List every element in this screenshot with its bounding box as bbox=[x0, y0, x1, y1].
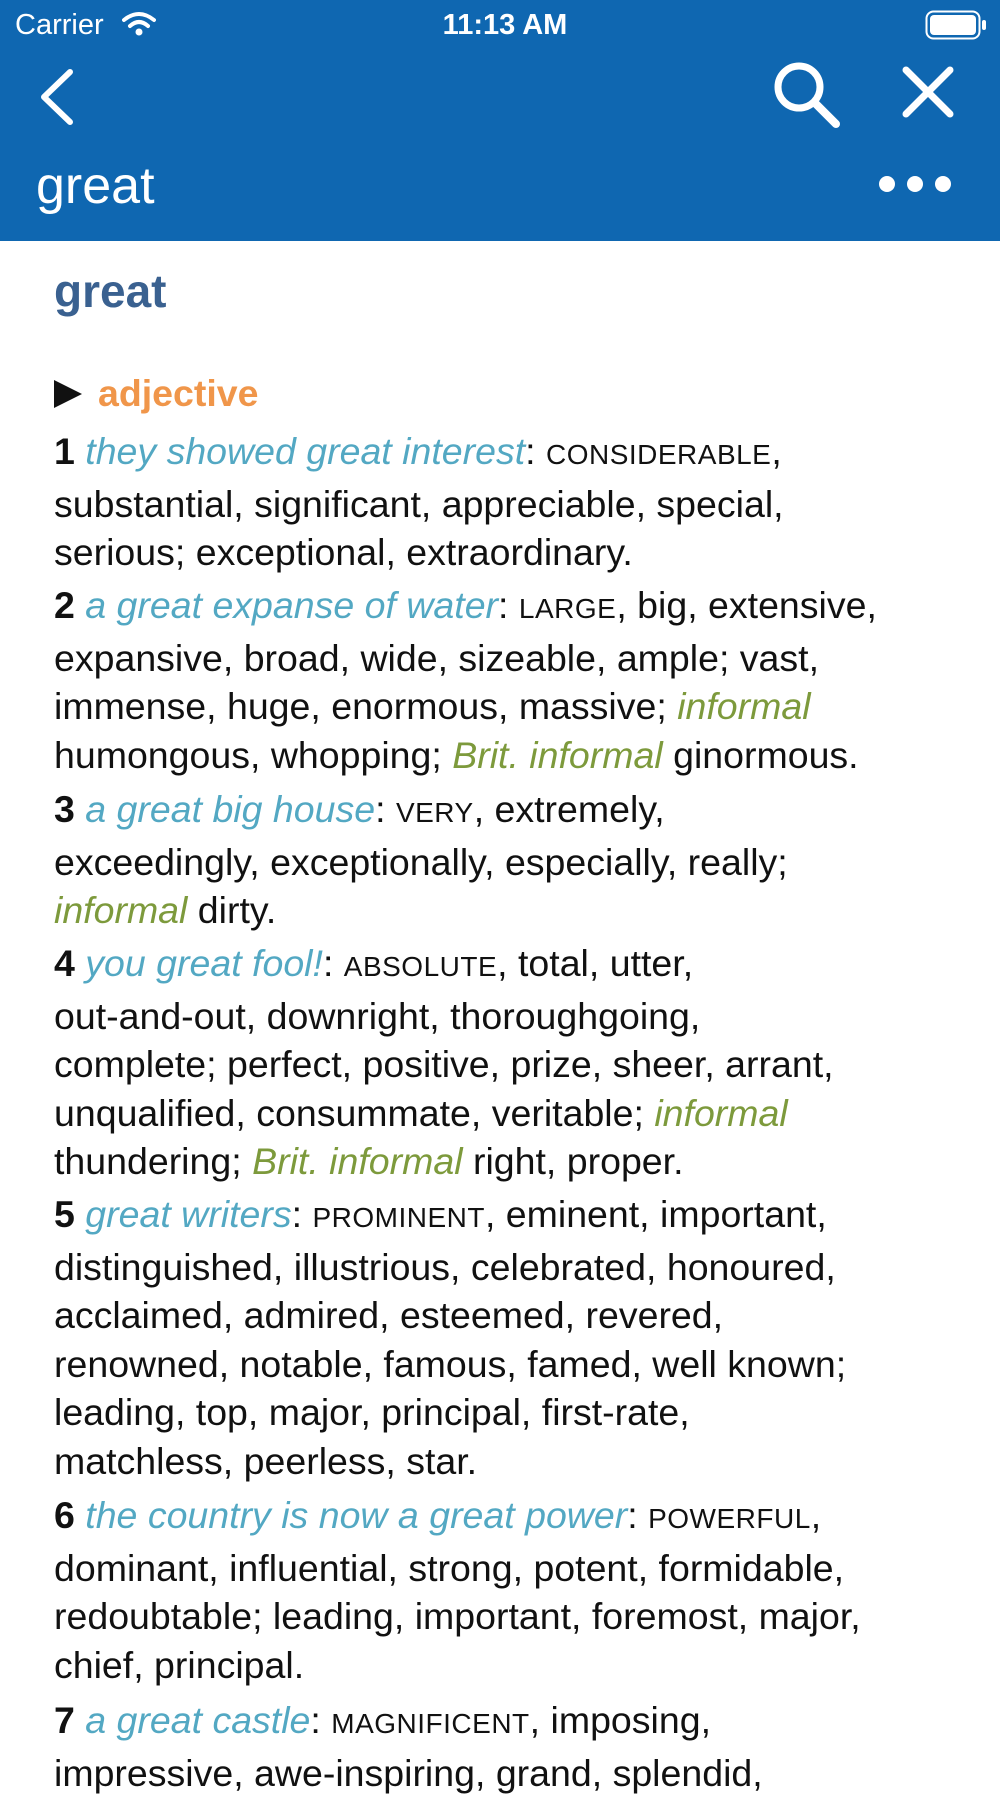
example-phrase: a great expanse of water bbox=[85, 584, 499, 626]
part-of-speech-label: adjective bbox=[98, 372, 259, 414]
sense-colon: : bbox=[310, 1699, 321, 1741]
synonym-text: impressive, awe-inspiring, grand, splendid, bbox=[54, 1751, 763, 1794]
sense-number: 6 bbox=[54, 1494, 75, 1536]
sense-number: 7 bbox=[54, 1699, 75, 1741]
synonym-text: out-and-out, downright, thoroughgoing, bbox=[54, 994, 701, 1037]
register-label: informal bbox=[677, 685, 811, 727]
status-time: 11:13 AM bbox=[442, 9, 568, 41]
chevron-left-icon[interactable] bbox=[30, 62, 86, 132]
synonym-text: right, proper. bbox=[462, 1140, 684, 1182]
synonym-text: serious; exceptional, extraordinary. bbox=[54, 531, 633, 573]
example-phrase: a great castle bbox=[85, 1699, 311, 1741]
app-header bbox=[0, 0, 1000, 241]
core-synonym[interactable]: MAGNIFICENT bbox=[331, 1708, 530, 1739]
register-label: informal bbox=[654, 1091, 788, 1134]
register-label: Brit. informal bbox=[452, 733, 663, 776]
core-synonym[interactable]: VERY bbox=[395, 797, 474, 828]
sense-6 bbox=[54, 1491, 974, 1689]
synonym-text: exceedingly, exceptionally, especially, really; bbox=[54, 840, 788, 883]
sense-colon: : bbox=[498, 584, 509, 626]
synonym-text: expansive, broad, wide, sizeable, ample; vast, bbox=[54, 636, 819, 679]
synonym-text: complete; perfect, positive, prize, sheer, arrant, bbox=[54, 1043, 834, 1085]
synonym-text: distinguished, illustrious, celebrated, honoured, bbox=[54, 1245, 836, 1288]
example-phrase: great writers bbox=[85, 1193, 292, 1235]
synonym-text: , total, utter, bbox=[497, 942, 694, 984]
core-synonym[interactable]: CONSIDERABLE bbox=[545, 439, 772, 470]
battery-icon bbox=[925, 10, 987, 40]
core-synonym[interactable]: POWERFUL bbox=[648, 1503, 811, 1534]
sense-5 bbox=[54, 1190, 974, 1485]
synonym-text: , bbox=[810, 1494, 822, 1536]
synonym-text: unqualified, consummate, veritable; bbox=[54, 1091, 655, 1134]
synonym-text: substantial, significant, appreciable, special, bbox=[54, 482, 784, 525]
sense-4 bbox=[54, 939, 974, 1186]
register-label: Brit. informal bbox=[252, 1140, 463, 1182]
sense-colon: : bbox=[375, 788, 386, 830]
sense-number: 4 bbox=[54, 942, 75, 984]
sense-number: 5 bbox=[54, 1193, 75, 1235]
synonym-text: , eminent, important, bbox=[484, 1193, 827, 1235]
synonym-text: acclaimed, admired, esteemed, revered, bbox=[54, 1294, 724, 1336]
synonym-text: , bbox=[771, 430, 782, 472]
example-phrase: the country is now a great power bbox=[85, 1494, 628, 1536]
synonym-text: ginormous. bbox=[662, 733, 859, 776]
example-phrase: a great big house bbox=[85, 788, 376, 830]
synonym-text: , extremely, bbox=[473, 788, 665, 830]
sense-colon: : bbox=[291, 1193, 303, 1235]
synonym-text: dirty. bbox=[187, 889, 277, 931]
sense-colon: : bbox=[322, 942, 334, 984]
entry-headword: great bbox=[54, 265, 167, 317]
triangle-right-icon[interactable] bbox=[54, 380, 82, 408]
navigation-bar bbox=[0, 50, 1000, 150]
synonym-text: immense, huge, enormous, massive; bbox=[54, 685, 678, 727]
sense-number: 3 bbox=[54, 788, 75, 830]
sense-7 bbox=[54, 1696, 974, 1797]
search-icon[interactable] bbox=[770, 58, 842, 130]
register-label: informal bbox=[54, 889, 188, 931]
synonym-text: redoubtable; leading, important, foremost, major, bbox=[54, 1595, 861, 1637]
sense-number: 2 bbox=[54, 584, 75, 626]
synonym-text: thundering; bbox=[54, 1140, 253, 1182]
synonym-text: renowned, notable, famous, famed, well known; bbox=[54, 1342, 847, 1385]
synonym-text: chief, principal. bbox=[54, 1643, 305, 1686]
synonym-text: , big, extensive, bbox=[616, 584, 877, 626]
core-synonym[interactable]: PROMINENT bbox=[312, 1202, 485, 1233]
sense-2 bbox=[54, 581, 974, 779]
sense-number: 1 bbox=[54, 430, 75, 472]
synonym-text: dominant, influential, strong, potent, formidable, bbox=[54, 1546, 845, 1589]
synonym-text: humongous, whopping; bbox=[54, 733, 453, 776]
example-phrase: they showed great interest bbox=[85, 430, 526, 472]
sense-3 bbox=[54, 785, 974, 935]
synonym-text: matchless, peerless, star. bbox=[54, 1439, 478, 1482]
core-synonym[interactable]: ABSOLUTE bbox=[343, 951, 498, 982]
synonym-text: , imposing, bbox=[529, 1699, 711, 1741]
carrier-label: Carrier bbox=[15, 9, 104, 41]
more-horizontal-icon[interactable] bbox=[878, 174, 952, 194]
example-phrase: you great fool! bbox=[85, 942, 323, 984]
sense-colon: : bbox=[525, 430, 536, 472]
synonym-text: leading, top, major, principal, first-rate, bbox=[54, 1391, 690, 1433]
page-title: great bbox=[36, 157, 155, 215]
title-bar bbox=[0, 150, 1000, 241]
part-of-speech-line bbox=[54, 369, 259, 417]
sense-1 bbox=[54, 427, 974, 577]
core-synonym[interactable]: LARGE bbox=[518, 593, 617, 624]
status-bar bbox=[0, 0, 1000, 50]
sense-colon: : bbox=[627, 1494, 638, 1536]
close-icon[interactable] bbox=[898, 60, 958, 124]
